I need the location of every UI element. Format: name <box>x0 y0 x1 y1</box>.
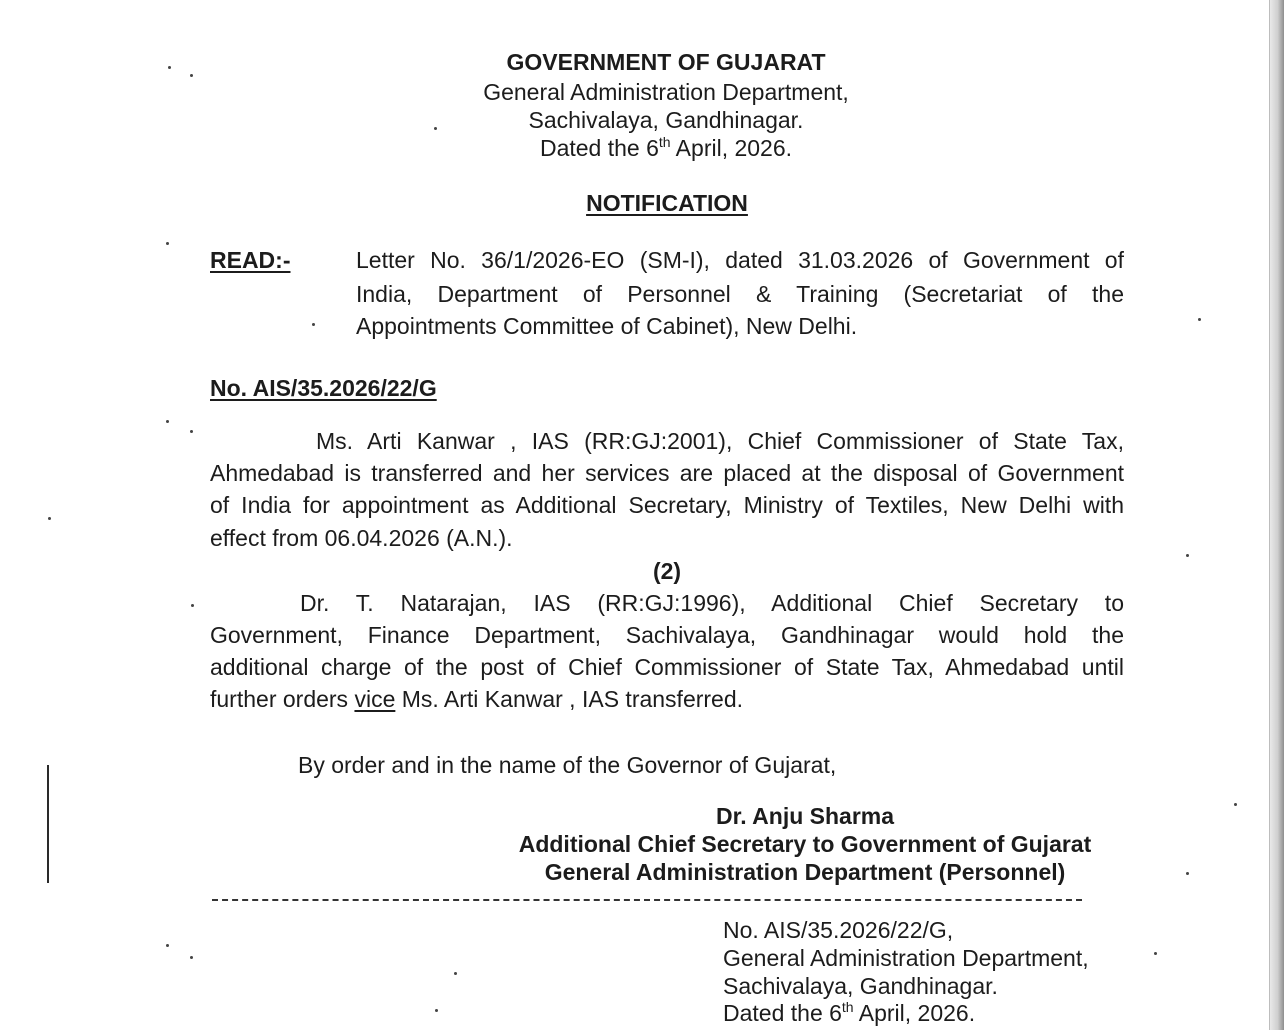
signatory-name: Dr. Anju Sharma <box>715 803 895 829</box>
scan-speck <box>166 242 169 245</box>
read-line-1: Letter No. 36/1/2026-EO (SM-I), dated 31.03.2026 of Government of <box>356 247 1124 273</box>
notification-title: NOTIFICATION <box>586 190 748 216</box>
scan-speck <box>1234 803 1237 806</box>
scan-speck <box>1154 952 1157 955</box>
paragraph2-line-4 <box>210 686 743 712</box>
paragraph1-line-1: Ms. Arti Kanwar , IAS (RR:GJ:2001), Chief Commissioner of State Tax, <box>316 428 1124 454</box>
header-department: General Administration Department, <box>483 79 849 105</box>
paragraph2-line-2: Government, Finance Department, Sachivalaya, Gandhinagar would hold the <box>210 622 1124 648</box>
scan-speck <box>454 972 457 975</box>
footer-date-suffix: April, 2026. <box>853 1000 976 1026</box>
scan-speck <box>435 1009 438 1012</box>
scan-speck <box>190 430 193 433</box>
header-date-prefix: Dated the 6 <box>539 135 659 161</box>
footer-date-prefix: Dated the 6 <box>723 1000 842 1026</box>
page-edge-shadow <box>1270 0 1284 1030</box>
paragraph1-line-2: Ahmedabad is transferred and her services are placed at the disposal of Government <box>210 460 1124 486</box>
read-label: READ:- <box>210 247 291 273</box>
page-edge-line <box>1269 0 1270 1030</box>
paragraph2-line-1: Dr. T. Natarajan, IAS (RR:GJ:1996), Additional Chief Secretary to <box>300 590 1124 616</box>
paragraph2-number: (2) <box>652 558 682 584</box>
order-number: No. AIS/35.2026/22/G <box>210 375 437 401</box>
paragraph1-line-4: effect from 06.04.2026 (A.N.). <box>210 525 513 551</box>
footer-date-sup: th <box>841 999 854 1015</box>
read-line-3: Appointments Committee of Cabinet), New Delhi. <box>356 313 858 339</box>
footer-location: Sachivalaya, Gandhinagar. <box>723 973 998 999</box>
scan-speck <box>1198 318 1201 321</box>
footer-number: No. AIS/35.2026/22/G, <box>723 917 954 943</box>
header-location: Sachivalaya, Gandhinagar. <box>528 107 804 133</box>
scan-speck <box>168 66 171 69</box>
paragraph2-line-4-prefix: further orders <box>210 686 355 712</box>
vice-word: vice <box>354 686 396 712</box>
scan-speck <box>1186 872 1189 875</box>
scan-speck <box>48 517 51 520</box>
scan-speck <box>190 74 193 77</box>
signatory-department: General Administration Department (Personnel) <box>544 859 1066 885</box>
header-date-suffix: April, 2026. <box>670 135 793 161</box>
scan-speck <box>190 956 193 959</box>
signatory-designation: Additional Chief Secretary to Government of Gujarat <box>518 831 1092 857</box>
scan-speck <box>434 127 437 130</box>
footer-department: General Administration Department, <box>723 945 1089 971</box>
footer-date <box>723 1000 975 1026</box>
paragraph2-line-4-suffix: Ms. Arti Kanwar , IAS transferred. <box>395 686 744 712</box>
scan-speck <box>166 420 169 423</box>
paragraph1-line-3: of India for appointment as Additional Secretary, Ministry of Textiles, New Delhi with <box>210 492 1124 518</box>
dashed-divider <box>212 899 1082 901</box>
header-date-sup: th <box>658 134 671 150</box>
paragraph2-line-3: additional charge of the post of Chief Commissioner of State Tax, Ahmedabad until <box>210 654 1124 680</box>
header-date <box>420 135 912 161</box>
closing-text: By order and in the name of the Governor of Gujarat, <box>298 752 837 778</box>
scan-speck <box>1186 554 1189 557</box>
scan-speck <box>312 323 315 326</box>
scan-speck <box>166 944 169 947</box>
scan-speck <box>191 604 194 607</box>
read-line-2: India, Department of Personnel & Training (Secretariat of the <box>356 281 1124 307</box>
scan-artifact-bar <box>47 765 49 883</box>
header-government: GOVERNMENT OF GUJARAT <box>506 49 826 75</box>
